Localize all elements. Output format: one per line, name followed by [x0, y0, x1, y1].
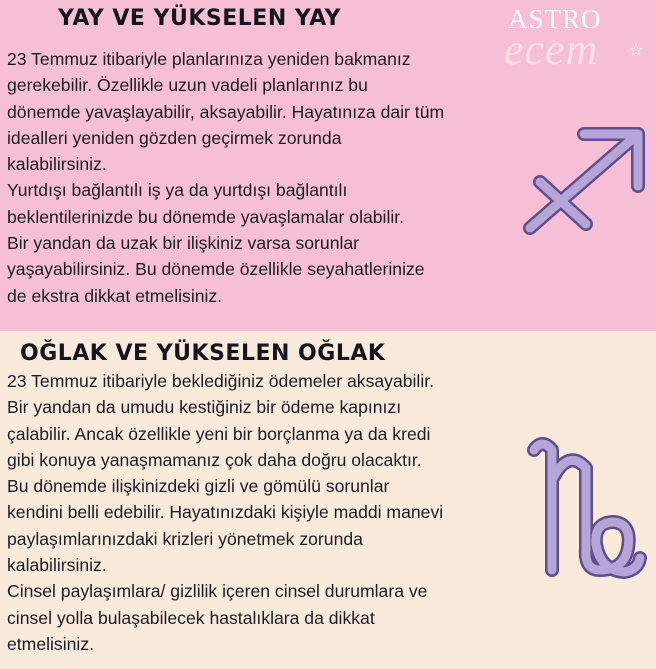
text-line: Bir yandan da uzak bir ilişkiniz varsa sorunlar: [7, 233, 360, 254]
sagittarius-title: YAY VE YÜKSELEN YAY: [58, 6, 342, 31]
text-line: Cinsel paylaşımlara/ gizlilik içeren cinsel durumlara ve: [7, 581, 428, 602]
text-line: Bir yandan da umudu kestiğiniz bir ödeme kapınızı: [7, 397, 402, 418]
capricorn-title: OĞLAK VE YÜKSELEN OĞLAK: [20, 341, 386, 366]
sagittarius-section: [0, 0, 656, 331]
text-line: idealleri yeniden gözden geçirmek zorunda: [7, 127, 342, 148]
capricorn-symbol-icon: [520, 420, 656, 590]
text-line: gerekebilir. Özellikle uzun vadeli planlarınız bu: [7, 75, 368, 96]
text-line: 23 Temmuz itibariyle planlarınıza yeniden bakmanız: [7, 49, 411, 69]
text-line: etmelisiniz.: [7, 633, 95, 654]
text-line: gibi konuya yanaşmamanız çok daha doğru olacaktır.: [7, 449, 422, 470]
sagittarius-symbol-icon: [510, 120, 656, 238]
logo-ecem-text: ecem: [504, 25, 599, 74]
text-line: kalabilirsiniz.: [7, 154, 107, 175]
text-line: Bu dönemde ilişkinizdeki gizli ve gömülü sorunlar: [7, 476, 390, 497]
text-line: 23 Temmuz itibariyle beklediğiniz ödemeler aksayabilir.: [7, 371, 435, 391]
text-line: Yurtdışı bağlantılı iş ya da yurtdışı bağlantılı: [7, 180, 348, 201]
text-line: kalabilirsiniz.: [7, 555, 107, 576]
logo-astro-text: ASTRO: [508, 4, 602, 34]
text-line: yaşayabilirsiniz. Bu dönemde özellikle seyahatlerinize: [7, 259, 425, 280]
text-line: paylaşımlarınızdaki krizleri yönetmek zorunda: [7, 528, 363, 549]
text-line: kendini belli edebilir. Hayatınızdaki kişiyle maddi manevi: [7, 502, 444, 523]
text-line: dönemde yavaşlayabilir, aksayabilir. Hayatınıza dair tüm: [7, 101, 445, 122]
text-line: beklentilerinizde bu dönemde yavaşlamalar olabilir.: [7, 206, 405, 227]
text-line: cinsel yolla bulaşabilecek hastalıklara da dikkat: [7, 607, 375, 628]
logo-star-icon: ☆: [628, 40, 645, 60]
sagittarius-text: [7, 46, 527, 309]
text-line: çalabilir. Ancak özellikle yeni bir borçlanma ya da kredi: [7, 423, 431, 444]
text-line: de ekstra dikkat etmelisiniz.: [7, 285, 223, 306]
capricorn-text: [7, 368, 547, 657]
